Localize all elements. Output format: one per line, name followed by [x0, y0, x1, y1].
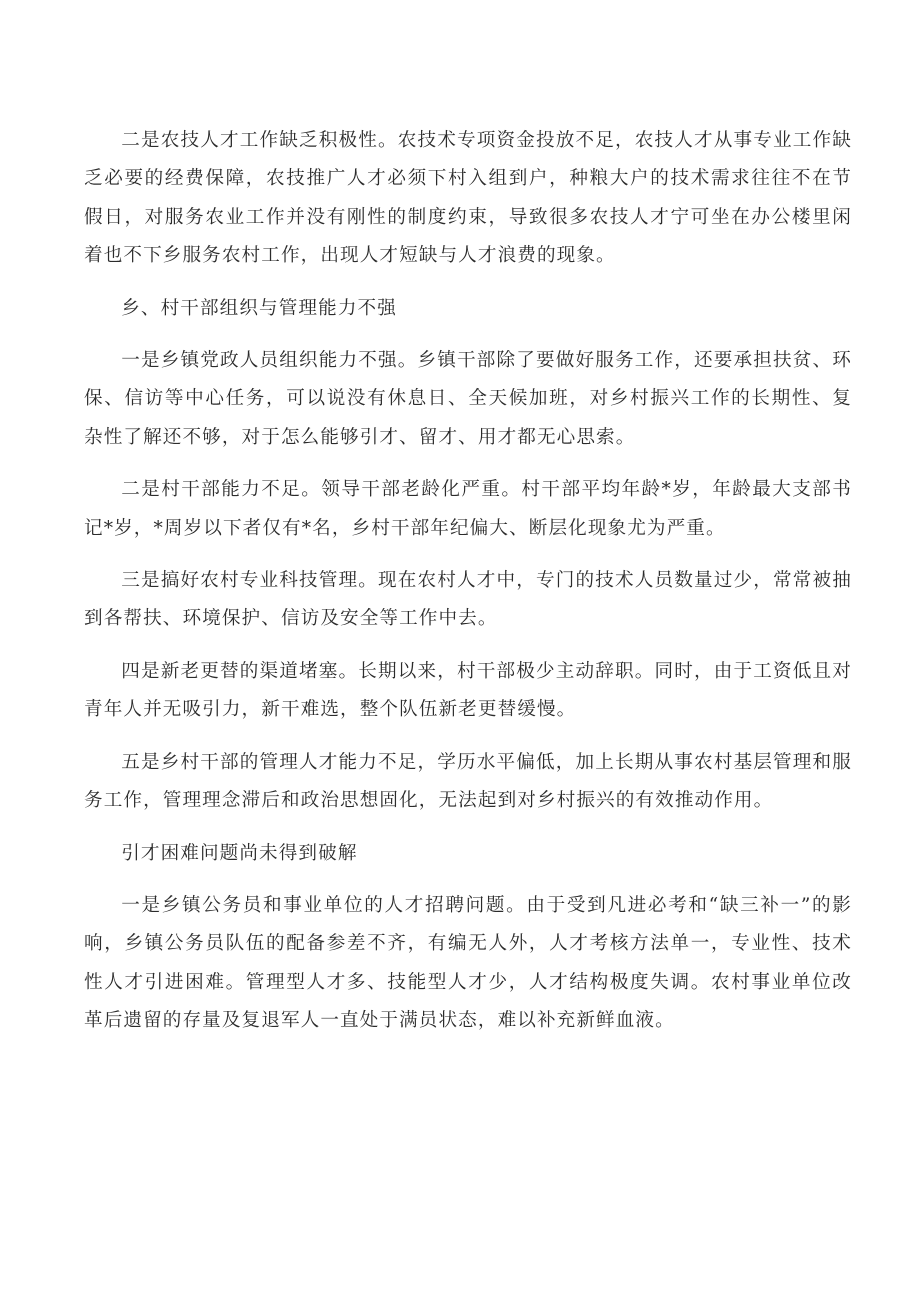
paragraph-village-cadre-ability: 二是村干部能力不足。领导干部老龄化严重。村干部平均年龄*岁，年龄最大支部书记*岁，*周岁以下者仅有*名，乡村干部年纪偏大、断层化现象尤为严重。	[84, 479, 852, 539]
section-heading-recruitment: 引才困难问题尚未得到破解	[121, 842, 358, 864]
paragraph-agri-tech-motivation: 二是农技人才工作缺乏积极性。农技术专项资金投放不足，农技人才从事专业工作缺乏必要的经费保障，农技推广人才必须下村入组到户，种粮大户的技术需求往往不在节假日，对服务农业工作并没有刚性的制度约束，导致很多农技人才宁可坐在办公楼里闲着也不下乡服务农村工作，出现人才短缺与人才浪费的现象。	[84, 130, 852, 267]
paragraph-township-organizing: 一是乡镇党政人员组织能力不强。乡镇干部除了要做好服务工作，还要承担扶贫、环保、信访等中心任务，可以说没有休息日、全天候加班，对乡村振兴工作的长期性、复杂性了解还不够，对于怎么能够引才、留才、用才都无心思索。	[84, 350, 852, 448]
document-body	[84, 122, 852, 1055]
paragraph-succession-channel: 四是新老更替的渠道堵塞。长期以来，村干部极少主动辞职。同时，由于工资低且对青年人并无吸引力，新干难选，整个队伍新老更替缓慢。	[84, 660, 852, 721]
paragraph-tech-management: 三是搞好农村专业科技管理。现在农村人才中，专门的技术人员数量过少，常常被抽到各帮扶、环境保护、信访及安全等工作中去。	[84, 570, 852, 630]
section-heading-cadre-ability: 乡、村干部组织与管理能力不强	[121, 297, 397, 319]
paragraph-civil-service-recruitment: 一是乡镇公务员和事业单位的人才招聘问题。由于受到凡进必考和“缺三补一”的影响，乡镇公务员队伍的配备参差不齐，有编无人外，人才考核方法单一，专业性、技术性人才引进困难。管理型人才多、技能型人才少，人才结构极度失调。农村事业单位改革后遗留的存量及复退军人一直处于满员状态，难以补充新鲜血液。	[84, 894, 852, 1032]
paragraph-management-talent: 五是乡村干部的管理人才能力不足，学历水平偏低，加上长期从事农村基层管理和服务工作，管理理念滞后和政治思想固化，无法起到对乡村振兴的有效推动作用。	[84, 751, 852, 812]
